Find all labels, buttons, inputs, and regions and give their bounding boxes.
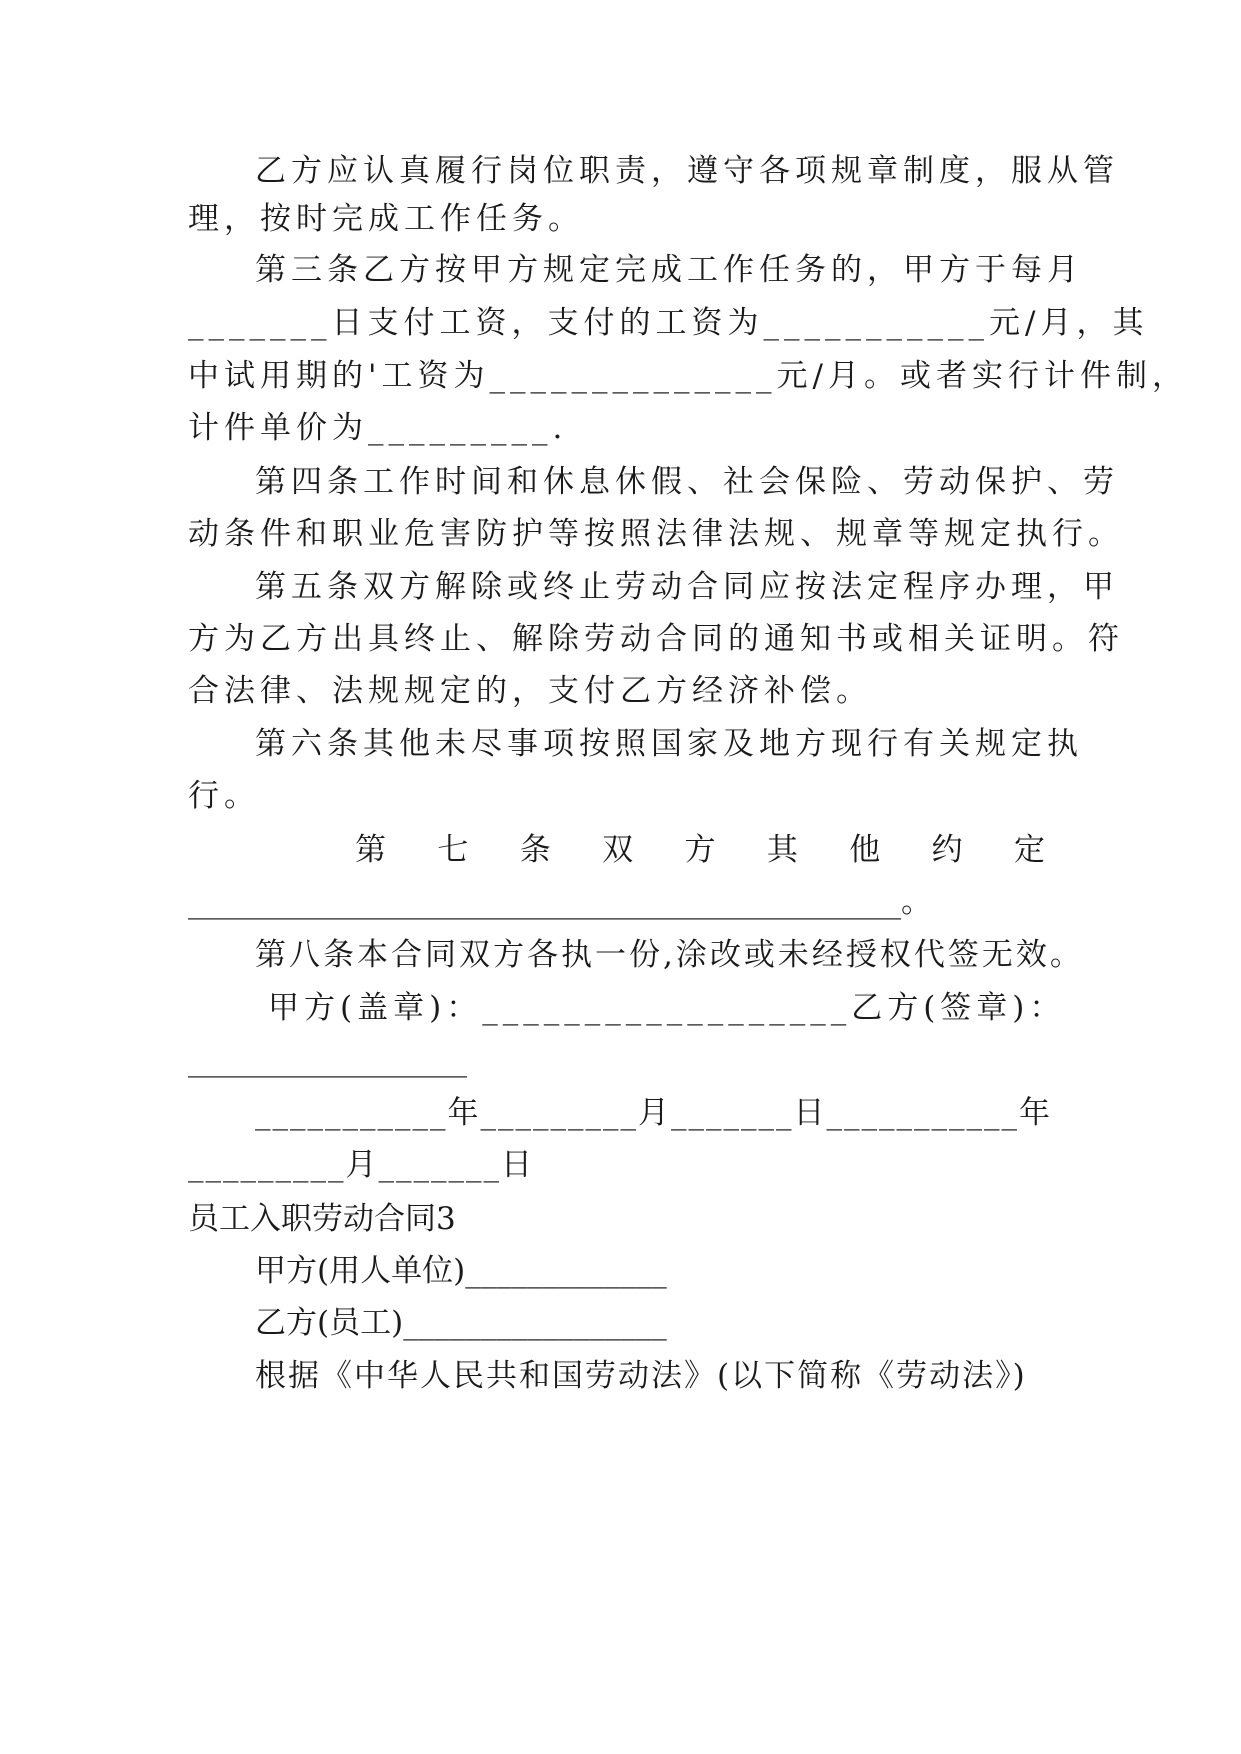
fill-in-line: __________________ xyxy=(188,1042,467,1078)
spread-char: 第 xyxy=(355,832,386,868)
date-line: ___________年_________月_______日___________年 xyxy=(255,1095,1052,1131)
paragraph-line: 合法律、法规规定的，支付乙方经济补偿。 xyxy=(188,673,872,709)
article-seven-heading xyxy=(355,830,1045,870)
paragraph-line: 第五条双方解除或终止劳动合同应按法定程序办理，甲 xyxy=(255,569,1119,605)
spread-char: 双 xyxy=(602,832,634,868)
paragraph-line: 动条件和职业危害防护等按照法律法规、规章等规定执行。 xyxy=(188,516,1124,552)
spread-char: 其 xyxy=(766,832,798,868)
paragraph-line: 理，按时完成工作任务。 xyxy=(188,201,584,237)
section-title: 员工入职劳动合同3 xyxy=(188,1201,456,1237)
paragraph-line: 中试用期的'工资为______________元/月。或者实行计件制， xyxy=(188,358,1188,394)
paragraph-line: 行。 xyxy=(188,778,260,814)
paragraph-line: 方为乙方出具终止、解除劳动合同的通知书或相关证明。符 xyxy=(188,621,1124,657)
spread-char: 条 xyxy=(519,832,551,868)
spread-char: 定 xyxy=(1014,832,1045,868)
paragraph-line: 乙方应认真履行岗位职责，遵守各项规章制度，服从管 xyxy=(255,153,1119,189)
paragraph-line: 第六条其他未尽事项按照国家及地方现行有关规定执 xyxy=(255,726,1083,762)
paragraph-line: 第三条乙方按甲方规定完成工作任务的，甲方于每月 xyxy=(255,252,1083,288)
paragraph-line: 根据《中华人民共和国劳动法》(以下简称《劳动法》) xyxy=(255,1358,1027,1394)
paragraph-line: _______日支付工资，支付的工资为___________元/月，其 xyxy=(188,305,1149,341)
spread-char: 方 xyxy=(684,832,716,868)
paragraph-line: 第四条工作时间和休息休假、社会保险、劳动保护、劳 xyxy=(255,464,1119,500)
date-line: _________月_______日 xyxy=(188,1147,534,1183)
paragraph-line: 计件单价为_________. xyxy=(188,410,568,446)
spread-char: 七 xyxy=(437,832,469,868)
party-a-line: 甲方(用人单位)_____________ xyxy=(255,1253,667,1289)
party-b-line: 乙方(员工)_________________ xyxy=(255,1305,667,1341)
spread-char: 约 xyxy=(931,832,963,868)
signature-line: 甲方(盖章)：__________________乙方(签章)： xyxy=(268,990,1066,1026)
fill-in-line: ______________________________________________。 xyxy=(188,884,932,920)
paragraph-line: 第八条本合同双方各执一份,涂改或未经授权代签无效。 xyxy=(255,937,1084,973)
spread-char: 他 xyxy=(849,832,881,868)
